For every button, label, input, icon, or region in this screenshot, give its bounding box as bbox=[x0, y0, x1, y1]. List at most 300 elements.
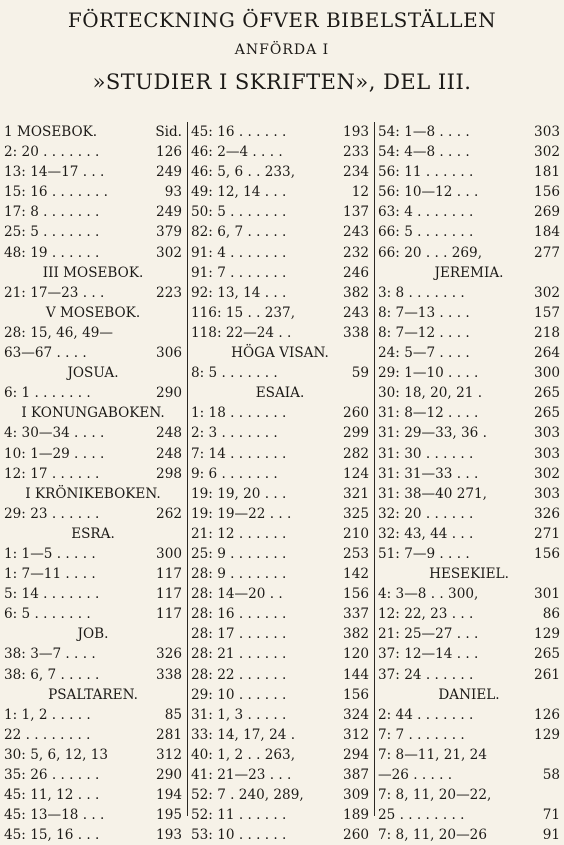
page-number: 382 bbox=[343, 284, 369, 301]
page-number: 117 bbox=[156, 586, 182, 603]
verse-reference: 28: 16 . . . . . . bbox=[191, 606, 287, 623]
verse-reference: 25 . . . . . . . . bbox=[378, 807, 465, 824]
index-entry bbox=[4, 323, 182, 343]
index-entry bbox=[191, 544, 369, 564]
page-number: 246 bbox=[343, 264, 369, 281]
page-number: 232 bbox=[343, 244, 369, 261]
index-entry bbox=[191, 825, 369, 845]
verse-reference: 2: 3 . . . . . . . bbox=[191, 425, 278, 442]
index-entry bbox=[4, 283, 182, 303]
verse-reference: 38: 6, 7 . . . . . bbox=[4, 666, 100, 683]
verse-reference: 29: 23 . . . . . . bbox=[4, 505, 100, 522]
page-number: 253 bbox=[343, 545, 369, 562]
page-number: 312 bbox=[343, 726, 369, 743]
verse-reference: 45: 15, 16 . . . bbox=[4, 827, 100, 844]
verse-reference: 46: 5, 6 . . 233, bbox=[191, 164, 296, 181]
index-entry bbox=[191, 182, 369, 202]
index-entry bbox=[4, 825, 182, 845]
page-number: 303 bbox=[534, 124, 560, 140]
index-entry bbox=[191, 685, 369, 705]
verse-reference: 30: 18, 20, 21 . bbox=[378, 385, 483, 402]
verse-reference: 31: 29—33, 36 . bbox=[378, 425, 487, 442]
page-number: 142 bbox=[343, 566, 369, 583]
verse-reference: 37: 24 . . . . . . bbox=[378, 666, 474, 683]
verse-reference: 29: 1—10 . . . . bbox=[378, 365, 479, 382]
verse-reference: 30: 5, 6, 12, 13 bbox=[4, 746, 109, 763]
page-number: 129 bbox=[534, 726, 560, 743]
page-number: 59 bbox=[351, 365, 369, 382]
verse-reference: 66: 5 . . . . . . . bbox=[378, 224, 474, 241]
book-heading: JOSUA. bbox=[67, 365, 119, 382]
index-entry bbox=[378, 423, 560, 443]
verse-reference: 52: 7 . 240, 289, bbox=[191, 787, 304, 804]
verse-reference: 8: 7—13 . . . . bbox=[378, 304, 470, 321]
page-number: 181 bbox=[534, 164, 560, 181]
index-entry bbox=[191, 564, 369, 584]
page-number: 326 bbox=[156, 646, 182, 663]
page-number: 260 bbox=[343, 827, 369, 844]
index-entry bbox=[4, 604, 182, 624]
page-number: 261 bbox=[534, 666, 560, 683]
index-entry bbox=[4, 243, 182, 263]
verse-reference: 45: 11, 12 . . . bbox=[4, 787, 100, 804]
page-number: 243 bbox=[343, 224, 369, 241]
verse-reference: 9: 6 . . . . . . . bbox=[191, 465, 278, 482]
page-number: 137 bbox=[343, 204, 369, 221]
verse-reference: 63: 4 . . . . . . . bbox=[378, 204, 474, 221]
index-entry bbox=[378, 162, 560, 182]
page-number: 303 bbox=[534, 445, 560, 462]
page-number: 249 bbox=[156, 164, 182, 181]
verse-reference: 54: 1—8 . . . . bbox=[378, 124, 470, 140]
verse-reference: 2: 20 . . . . . . . bbox=[4, 144, 100, 161]
verse-reference: 21: 25—27 . . . bbox=[378, 626, 479, 643]
index-entry bbox=[191, 403, 369, 423]
page-number: 126 bbox=[156, 144, 182, 161]
verse-reference: 15: 16 . . . . . . . bbox=[4, 184, 108, 201]
index-entry bbox=[378, 584, 560, 604]
verse-reference: 116: 15 . . 237, bbox=[191, 304, 296, 321]
index-entry bbox=[378, 765, 560, 785]
verse-reference: 7: 14 . . . . . . . bbox=[191, 445, 287, 462]
page-number: 71 bbox=[542, 807, 560, 824]
page-number: 303 bbox=[534, 425, 560, 442]
book-heading: I KONUNGABOKEN. bbox=[21, 405, 165, 422]
page-number: 218 bbox=[534, 324, 560, 341]
verse-reference: 29: 10 . . . . . . bbox=[191, 686, 287, 703]
verse-reference: 118: 22—24 . . bbox=[191, 324, 292, 341]
index-entry bbox=[191, 484, 369, 504]
index-entry bbox=[191, 303, 369, 323]
index-entry bbox=[191, 464, 369, 484]
verse-reference: 6: 1 . . . . . . . bbox=[4, 385, 91, 402]
verse-reference: 28: 9 . . . . . . . bbox=[191, 566, 287, 583]
index-entry bbox=[378, 484, 560, 504]
index-entry bbox=[378, 705, 560, 725]
page-number: 264 bbox=[534, 345, 560, 362]
column-divider bbox=[374, 122, 375, 816]
verse-reference: 40: 1, 2 . . 263, bbox=[191, 746, 296, 763]
index-entry bbox=[4, 765, 182, 785]
page-number: 156 bbox=[343, 686, 369, 703]
page-number: 303 bbox=[534, 485, 560, 502]
index-entry bbox=[378, 202, 560, 222]
page-number: 379 bbox=[156, 224, 182, 241]
verse-reference: 52: 11 . . . . . . bbox=[191, 807, 287, 824]
index-entry bbox=[4, 504, 182, 524]
index-entry bbox=[191, 524, 369, 544]
index-entry bbox=[191, 423, 369, 443]
page-number: 265 bbox=[534, 405, 560, 422]
page-number: 120 bbox=[343, 646, 369, 663]
page-number: 324 bbox=[343, 706, 369, 723]
page-number: 195 bbox=[156, 807, 182, 824]
verse-reference: 1: 1, 2 . . . . . bbox=[4, 706, 91, 723]
index-entry bbox=[191, 765, 369, 785]
page-number: 262 bbox=[156, 505, 182, 522]
verse-reference: 63—67 . . . . bbox=[4, 345, 87, 362]
index-entry bbox=[191, 745, 369, 765]
index-entry bbox=[4, 644, 182, 664]
page-number: 290 bbox=[156, 385, 182, 402]
book-heading: JEREMIA. bbox=[434, 264, 504, 281]
verse-reference: 17: 8 . . . . . . . bbox=[4, 204, 100, 221]
page-number: 271 bbox=[534, 525, 560, 542]
index-entry bbox=[378, 243, 560, 263]
book-heading: ESRA. bbox=[71, 525, 115, 542]
index-entry bbox=[378, 805, 560, 825]
verse-reference: 25: 9 . . . . . . . bbox=[191, 545, 287, 562]
page-number: 249 bbox=[156, 204, 182, 221]
page-number: 312 bbox=[156, 746, 182, 763]
verse-reference: 92: 13, 14 . . . bbox=[191, 284, 287, 301]
page-number: 248 bbox=[156, 425, 182, 442]
page-number: 302 bbox=[534, 284, 560, 301]
verse-reference: 91: 7 . . . . . . . bbox=[191, 264, 287, 281]
column-2 bbox=[191, 122, 369, 844]
index-entry bbox=[378, 363, 560, 383]
index-entry bbox=[4, 122, 182, 142]
book-heading: JOB. bbox=[77, 626, 109, 643]
verse-reference: 56: 10—12 . . . bbox=[378, 184, 479, 201]
verse-reference: 22 . . . . . . . . bbox=[4, 726, 91, 743]
page-number: 265 bbox=[534, 385, 560, 402]
verse-reference: 21: 12 . . . . . . bbox=[191, 525, 287, 542]
page-number: 117 bbox=[156, 566, 182, 583]
verse-reference: 12: 17 . . . . . . bbox=[4, 465, 100, 482]
index-entry bbox=[378, 644, 560, 664]
verse-reference: 28: 14—20 . . bbox=[191, 586, 283, 603]
index-entry bbox=[4, 464, 182, 484]
verse-reference: 56: 11 . . . . . . bbox=[378, 164, 474, 181]
page-number: 337 bbox=[343, 606, 369, 623]
index-columns bbox=[4, 122, 560, 844]
book-heading: DANIEL. bbox=[438, 686, 500, 703]
verse-reference: 91: 4 . . . . . . . bbox=[191, 244, 287, 261]
index-entry bbox=[378, 222, 560, 242]
index-entry bbox=[191, 805, 369, 825]
verse-reference: 48: 19 . . . . . . bbox=[4, 244, 100, 261]
verse-reference: 12: 22, 23 . . . bbox=[378, 606, 474, 623]
book-heading: HESEKIEL. bbox=[429, 566, 509, 583]
index-entry bbox=[191, 725, 369, 745]
index-entry bbox=[4, 202, 182, 222]
index-entry bbox=[378, 142, 560, 162]
page-number: 223 bbox=[156, 284, 182, 301]
verse-reference: 28: 21 . . . . . . bbox=[191, 646, 287, 663]
verse-reference: 82: 6, 7 . . . . . bbox=[191, 224, 287, 241]
page-number: 210 bbox=[343, 525, 369, 542]
verse-reference: 32: 43, 44 . . . bbox=[378, 525, 474, 542]
index-entry bbox=[191, 644, 369, 664]
verse-reference: 35: 26 . . . . . . bbox=[4, 767, 100, 783]
verse-reference: 8: 5 . . . . . . . bbox=[191, 365, 278, 382]
page-number: 382 bbox=[343, 626, 369, 643]
verse-reference: 66: 20 . . . 269, bbox=[378, 244, 483, 261]
index-entry bbox=[191, 122, 369, 142]
index-entry bbox=[378, 303, 560, 323]
page-number: 301 bbox=[534, 586, 560, 603]
index-entry bbox=[4, 444, 182, 464]
index-entry bbox=[4, 222, 182, 242]
index-entry bbox=[378, 323, 560, 343]
index-entry bbox=[4, 564, 182, 584]
page-number: 294 bbox=[343, 746, 369, 763]
index-entry bbox=[4, 343, 182, 363]
index-entry bbox=[378, 403, 560, 423]
page-number: 193 bbox=[343, 124, 369, 140]
column-1 bbox=[4, 122, 182, 844]
page-number: 85 bbox=[164, 706, 182, 723]
verse-reference: 31: 38—40 271, bbox=[378, 485, 487, 502]
verse-reference: 21: 17—23 . . . bbox=[4, 284, 105, 301]
page-number: 281 bbox=[156, 726, 182, 743]
index-entry bbox=[191, 363, 369, 383]
book-heading: HÖGA VISAN. bbox=[231, 345, 329, 362]
index-entry bbox=[4, 162, 182, 182]
page-number: 338 bbox=[156, 666, 182, 683]
index-entry bbox=[4, 383, 182, 403]
verse-reference: 7: 8, 11, 20—22, bbox=[378, 787, 492, 804]
page-number: 194 bbox=[156, 787, 182, 804]
page-number: 184 bbox=[534, 224, 560, 241]
index-entry bbox=[191, 584, 369, 604]
page-number: 338 bbox=[343, 324, 369, 341]
verse-reference: 49: 12, 14 . . . bbox=[191, 184, 287, 201]
column-divider bbox=[187, 122, 188, 816]
page-number: 126 bbox=[534, 706, 560, 723]
verse-reference: 53: 10 . . . . . . bbox=[191, 827, 287, 844]
verse-reference: 1: 18 . . . . . . . bbox=[191, 405, 287, 422]
verse-reference: 37: 12—14 . . . bbox=[378, 646, 479, 663]
page-number: 260 bbox=[343, 405, 369, 422]
index-entry bbox=[191, 222, 369, 242]
page-number bbox=[556, 785, 560, 805]
index-entry bbox=[191, 323, 369, 343]
verse-reference: —26 . . . . . bbox=[378, 767, 453, 783]
index-entry bbox=[4, 544, 182, 564]
index-entry bbox=[378, 122, 560, 142]
verse-reference: 3: 8 . . . . . . . bbox=[378, 284, 465, 301]
page-number: 299 bbox=[343, 425, 369, 442]
index-entry bbox=[4, 785, 182, 805]
index-entry bbox=[378, 544, 560, 564]
verse-reference: 28: 15, 46, 49— bbox=[4, 324, 113, 341]
page-number: 387 bbox=[343, 767, 369, 783]
page-number: 302 bbox=[156, 244, 182, 261]
verse-reference: 45: 13—18 . . . bbox=[4, 807, 105, 824]
page-number: 93 bbox=[164, 184, 182, 201]
book-heading: PSALTAREN. bbox=[48, 686, 138, 703]
page-number: 129 bbox=[534, 626, 560, 643]
index-entry bbox=[191, 504, 369, 524]
verse-reference: 4: 30—34 . . . . bbox=[4, 425, 105, 442]
index-entry bbox=[4, 665, 182, 685]
index-entry bbox=[4, 805, 182, 825]
index-entry bbox=[378, 624, 560, 644]
page-number: 290 bbox=[156, 767, 182, 783]
page-number bbox=[178, 323, 182, 343]
page-number: 326 bbox=[534, 505, 560, 522]
index-entry bbox=[378, 283, 560, 303]
page-number: 233 bbox=[343, 144, 369, 161]
verse-reference: 51: 7—9 . . . . bbox=[378, 545, 470, 562]
page-number: 282 bbox=[343, 445, 369, 462]
page-number: 91 bbox=[542, 827, 560, 844]
index-entry bbox=[191, 283, 369, 303]
verse-reference: 19: 19, 20 . . . bbox=[191, 485, 287, 502]
page-number: 321 bbox=[343, 485, 369, 502]
page-number: 193 bbox=[156, 827, 182, 844]
verse-reference: 31: 8—12 . . . . bbox=[378, 405, 479, 422]
index-entry bbox=[191, 142, 369, 162]
index-entry bbox=[191, 444, 369, 464]
verse-reference: 32: 20 . . . . . . bbox=[378, 505, 474, 522]
verse-reference: 25: 5 . . . . . . . bbox=[4, 224, 100, 241]
verse-reference: 8: 7—12 . . . . bbox=[378, 324, 470, 341]
work-title: »STUDIER I SKRIFTEN», DEL III. bbox=[92, 70, 472, 94]
verse-reference: 13: 14—17 . . . bbox=[4, 164, 105, 181]
verse-reference: 54: 4—8 . . . . bbox=[378, 144, 470, 161]
page-number: 269 bbox=[534, 204, 560, 221]
verse-reference: 1 MOSEBOK. bbox=[4, 124, 98, 140]
index-entry bbox=[378, 464, 560, 484]
verse-reference: 46: 2—4 . . . . bbox=[191, 144, 283, 161]
page-number: 300 bbox=[156, 545, 182, 562]
page-number: 157 bbox=[534, 304, 560, 321]
page-number: 298 bbox=[156, 465, 182, 482]
book-heading: III MOSEBOK. bbox=[42, 264, 144, 281]
index-entry bbox=[191, 624, 369, 644]
index-entry bbox=[4, 182, 182, 202]
page-number: 302 bbox=[534, 465, 560, 482]
page-number: 234 bbox=[343, 164, 369, 181]
index-entry bbox=[4, 142, 182, 162]
verse-reference: 19: 19—22 . . . bbox=[191, 505, 292, 522]
page-number: 156 bbox=[343, 586, 369, 603]
index-entry bbox=[4, 705, 182, 725]
verse-reference: 38: 3—7 . . . . bbox=[4, 646, 96, 663]
page-number: 124 bbox=[343, 465, 369, 482]
index-entry bbox=[4, 423, 182, 443]
index-entry bbox=[191, 705, 369, 725]
verse-reference: 1: 1—5 . . . . . bbox=[4, 545, 96, 562]
page-number: 265 bbox=[534, 646, 560, 663]
index-entry bbox=[378, 665, 560, 685]
verse-reference: 5: 14 . . . . . . . bbox=[4, 586, 100, 603]
verse-reference: 24: 5—7 . . . . bbox=[378, 345, 470, 362]
index-entry bbox=[378, 343, 560, 363]
index-entry bbox=[378, 725, 560, 745]
verse-reference: 7: 8—11, 21, 24 bbox=[378, 746, 487, 763]
page-number: 144 bbox=[343, 666, 369, 683]
page-number: 243 bbox=[343, 304, 369, 321]
page-number: 117 bbox=[156, 606, 182, 623]
verse-reference: 45: 16 . . . . . . bbox=[191, 124, 287, 140]
index-entry bbox=[378, 444, 560, 464]
verse-reference: 4: 3—8 . . 300, bbox=[378, 586, 479, 603]
index-subtitle: ANFÖRDA I bbox=[234, 42, 330, 58]
book-heading: I KRÖNIKEBOKEN. bbox=[25, 485, 161, 502]
page-number: 12 bbox=[351, 184, 369, 201]
page-number: Sid. bbox=[155, 124, 182, 140]
page-number: 309 bbox=[343, 787, 369, 804]
verse-reference: 7: 8, 11, 20—26 bbox=[378, 827, 487, 844]
index-entry bbox=[191, 202, 369, 222]
index-entry bbox=[191, 263, 369, 283]
book-heading: V MOSEBOK. bbox=[45, 304, 141, 321]
index-entry bbox=[4, 745, 182, 765]
index-entry bbox=[378, 383, 560, 403]
verse-reference: 31: 1, 3 . . . . . bbox=[191, 706, 287, 723]
index-entry bbox=[191, 604, 369, 624]
index-entry bbox=[191, 785, 369, 805]
index-title: FÖRTECKNING ÖFVER BIBELSTÄLLEN bbox=[67, 8, 497, 32]
page-number: 277 bbox=[534, 244, 560, 261]
verse-reference: 31: 31—33 . . . bbox=[378, 465, 479, 482]
index-entry bbox=[378, 604, 560, 624]
page-number: 156 bbox=[534, 184, 560, 201]
index-entry bbox=[4, 584, 182, 604]
verse-reference: 7: 7 . . . . . . . bbox=[378, 726, 465, 743]
index-entry bbox=[378, 785, 560, 805]
page-number: 156 bbox=[534, 545, 560, 562]
verse-reference: 28: 22 . . . . . . bbox=[191, 666, 287, 683]
page-number: 300 bbox=[534, 365, 560, 382]
index-entry bbox=[191, 243, 369, 263]
index-entry bbox=[378, 182, 560, 202]
column-3 bbox=[378, 122, 560, 844]
verse-reference: 50: 5 . . . . . . . bbox=[191, 204, 287, 221]
verse-reference: 41: 21—23 . . . bbox=[191, 767, 292, 783]
page-number: 58 bbox=[542, 767, 560, 783]
verse-reference: 33: 14, 17, 24 . bbox=[191, 726, 296, 743]
index-entry bbox=[191, 665, 369, 685]
verse-reference: 2: 44 . . . . . . . bbox=[378, 706, 474, 723]
index-entry bbox=[378, 745, 560, 765]
page-number: 325 bbox=[343, 505, 369, 522]
page-number: 306 bbox=[156, 345, 182, 362]
index-entry bbox=[378, 524, 560, 544]
page-number: 248 bbox=[156, 445, 182, 462]
page-number: 189 bbox=[343, 807, 369, 824]
verse-reference: 6: 5 . . . . . . . bbox=[4, 606, 91, 623]
index-entry bbox=[378, 825, 560, 845]
page-number bbox=[556, 745, 560, 765]
index-entry bbox=[378, 504, 560, 524]
verse-reference: 31: 30 . . . . . . bbox=[378, 445, 474, 462]
verse-reference: 28: 17 . . . . . . bbox=[191, 626, 287, 643]
